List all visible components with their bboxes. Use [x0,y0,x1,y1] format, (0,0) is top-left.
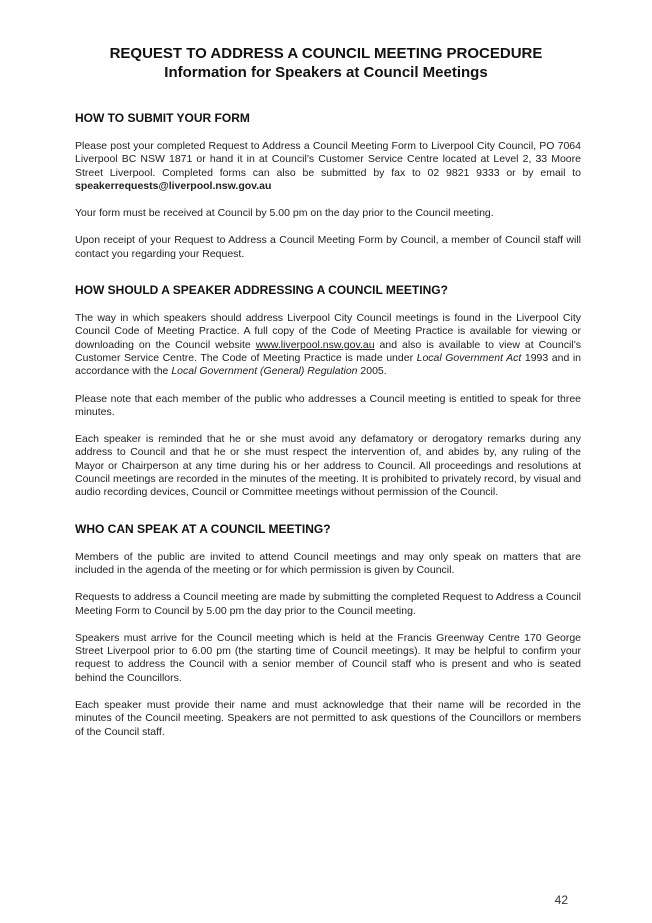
paragraph: Speakers must arrive for the Council meeting which is held at the Francis Greenway Centre 170 George Street Liverpool prior to 6.00 pm (the starting time of Council meetings). It may be helpful to confirm your request to address the Council with a senior member of Council staff who is present and who is seated behind the Councillors. [75,631,581,684]
paragraph [75,140,581,193]
paragraph: Upon receipt of your Request to Address a Council Meeting Form by Council, a member of Council staff will contact you regarding your Request. [75,234,581,260]
paragraph-text: and also is available to view at Council’s Customer Service Centre. The Code of Meeting Practice is made under [75,338,582,364]
paragraph-text: Please post your completed Request to Address a Council Meeting Form to Liverpool City Council, PO 7064 Liverpool BC NSW 1871 or hand it in at Council’s Customer Service Centre located at Level 2, 33 Moore Street Liverpool. Completed forms can also be submitted by fax to 02 9821 9333 or by email to [75,140,581,179]
website-link: www.liverpool.nsw.gov.au [255,338,375,351]
section-heading: HOW TO SUBMIT YOUR FORM [75,111,250,125]
section-heading: HOW SHOULD A SPEAKER ADDRESSING A COUNCIL MEETING? [75,283,448,298]
document-body [75,111,581,761]
act-name: Local Government Act [416,351,522,364]
paragraph: Your form must be received at Council by 5.00 pm on the day prior to the Council meeting. [75,207,494,220]
paragraph: Members of the public are invited to attend Council meetings and may only speak on matters that are included in the agenda of the meeting or for which permission is given by Council. [75,550,581,576]
paragraph: Please note that each member of the public who addresses a Council meeting is entitled to speak for three minutes. [75,392,581,418]
section-submit-form [75,111,581,261]
paragraph: Requests to address a Council meeting are made by submitting the completed Request to Address a Council Meeting Form to Council by 5.00 pm the day prior to the Council meeting. [75,591,581,617]
paragraph-text: 2005. [357,365,387,378]
email-address: speakerrequests@liverpool.nsw.gov.au [75,179,272,192]
title-line-1: REQUEST TO ADDRESS A COUNCIL MEETING PROCEDURE [109,45,543,62]
document-title [0,44,652,82]
paragraph-text: The way in which speakers should address Liverpool City Council meetings is found in the Liverpool City Council Code of Meeting Practice. A full copy of the Code of Meeting Practice is available for viewing or downloading on the Council website [75,312,581,351]
paragraph [75,312,581,378]
paragraph: Each speaker is reminded that he or she must avoid any defamatory or derogatory remarks during any address to Council and that he or she must respect the intervention of, and abides by, any ruling of the Mayor or Chairperson at any time during his or her address to Council. All proceedings and resolutions at Council meetings are recorded in the minutes of the meeting. It is prohibited to privately record, by visual and audio recording devices, Council or Committee meetings without permission of the Council. [75,433,581,499]
regulation-name: Local Government (General) Regulation [171,365,358,378]
page-number: 42 [554,893,568,907]
title-line-2: Information for Speakers at Council Meetings [164,64,488,81]
paragraph: Each speaker must provide their name and must acknowledge that their name will be recorded in the minutes of the Council meeting. Speakers are not permitted to ask questions of the Councillors or members of the Council staff. [75,699,581,738]
section-heading: WHO CAN SPEAK AT A COUNCIL MEETING? [75,521,331,536]
section-who-can-speak [75,522,581,739]
section-how-to-address [75,283,581,500]
paragraph-text: 1993 and in accordance with the [75,351,581,378]
